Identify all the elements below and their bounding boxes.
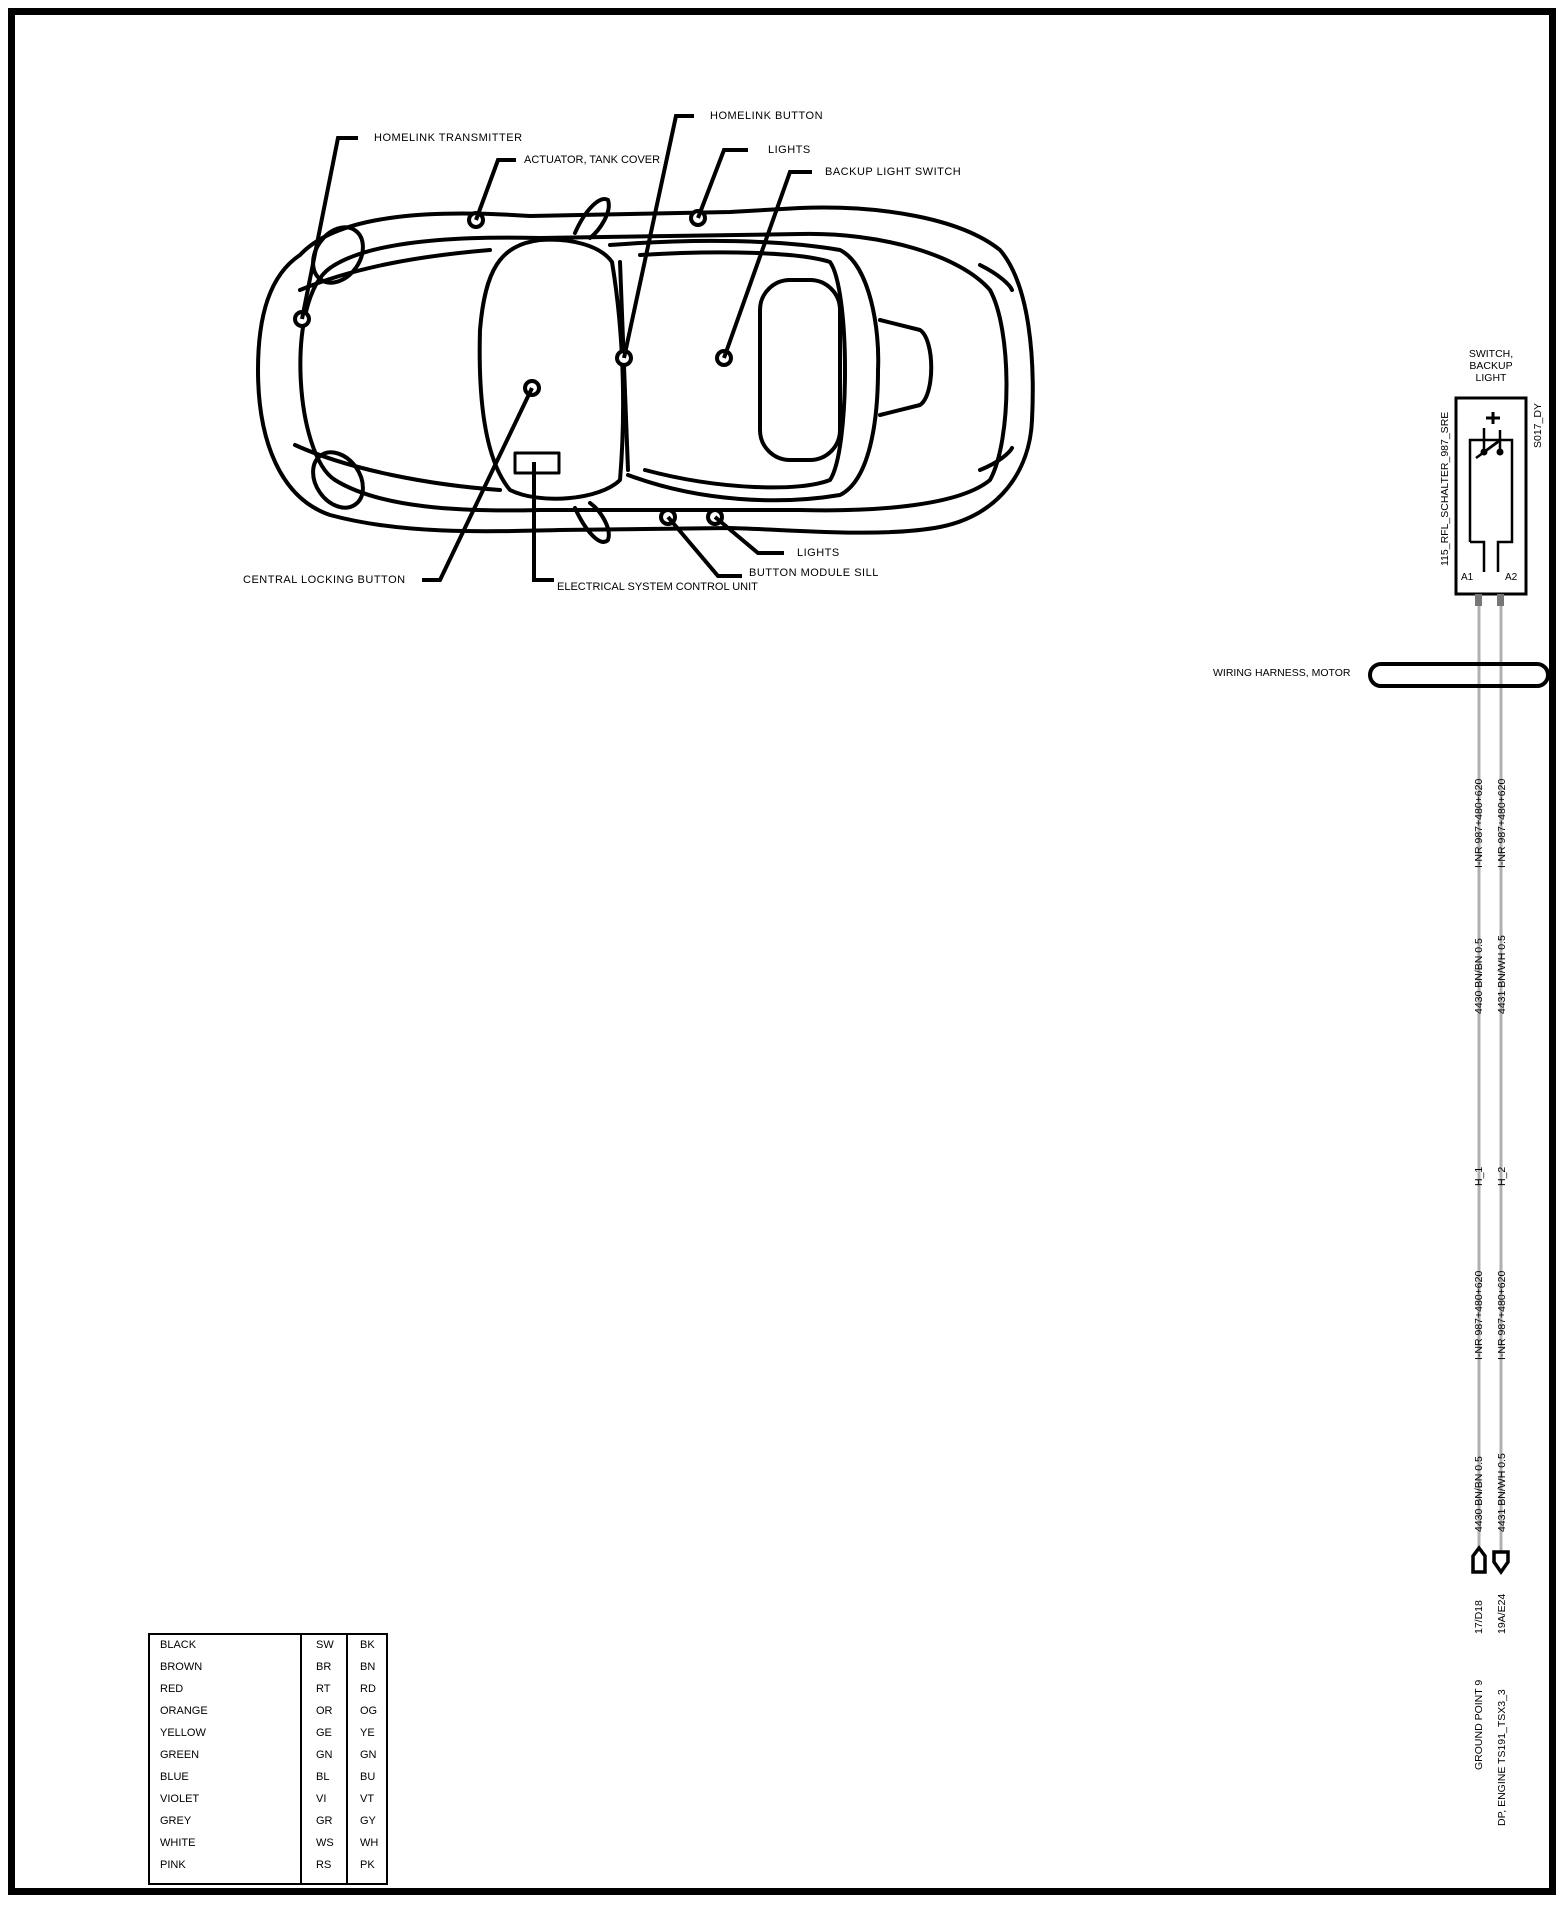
legend-german-code: GR: [316, 1815, 333, 1827]
legend-german-code: WS: [316, 1837, 334, 1849]
component-code: S017_DY: [1532, 403, 1544, 448]
wire-1-destination: GROUND POINT 9: [1473, 1679, 1485, 1770]
legend-row: [150, 1767, 386, 1789]
legend-german-code: BR: [316, 1661, 332, 1673]
wire-2-spec-lower: 4431 BN/WH 0.5: [1496, 1453, 1508, 1532]
harness-outline: [1370, 664, 1548, 686]
harness-label: WIRING HARNESS, MOTOR: [1213, 667, 1351, 679]
wire-1-reference: 17/D18: [1473, 1600, 1485, 1634]
legend-color-name: ORANGE: [160, 1705, 208, 1717]
wire-2-reference: 19A/E24: [1496, 1593, 1508, 1634]
legend-german-code: VI: [316, 1793, 327, 1805]
label-actuator-tank-cover: ACTUATOR, TANK COVER: [524, 154, 661, 166]
color-legend-table: [148, 1633, 388, 1885]
label-homelink-transmitter: HOMELINK TRANSMITTER: [374, 132, 523, 144]
legend-color-name: BLACK: [160, 1639, 197, 1651]
legend-english-code: YE: [360, 1727, 375, 1739]
legend-color-name: YELLOW: [160, 1727, 206, 1739]
wire-2-spec-upper: 4431 BN/WH 0.5: [1496, 935, 1508, 1014]
legend-german-code: RT: [316, 1683, 331, 1695]
label-lights-bottom: LIGHTS: [797, 547, 840, 559]
legend-row: [150, 1701, 386, 1723]
legend-german-code: OR: [316, 1705, 333, 1717]
legend-row: [150, 1723, 386, 1745]
wire-2-id-lower: I-NR 987+480+620: [1496, 1270, 1508, 1360]
legend-row: [150, 1789, 386, 1811]
legend-row: [150, 1635, 386, 1657]
legend-english-code: RD: [360, 1683, 376, 1695]
legend-color-name: BROWN: [160, 1661, 203, 1673]
legend-german-code: SW: [316, 1639, 334, 1651]
legend-german-code: BL: [316, 1771, 330, 1783]
label-homelink-button: HOMELINK BUTTON: [710, 110, 824, 122]
legend-color-name: GREEN: [160, 1749, 200, 1761]
legend-color-name: GREY: [160, 1815, 192, 1827]
legend-row: [150, 1745, 386, 1767]
legend-english-code: PK: [360, 1859, 375, 1871]
wire-2-destination: DP, ENGINE TS191_TSX3_3: [1496, 1689, 1508, 1826]
legend-color-name: WHITE: [160, 1837, 196, 1849]
legend-english-code: VT: [360, 1793, 375, 1805]
vertical-labels: [1439, 403, 1544, 1826]
legend-color-name: VIOLET: [160, 1793, 200, 1805]
legend-row: [150, 1811, 386, 1833]
component-title-line-1: SWITCH,: [1468, 348, 1514, 360]
label-button-module-sill: BUTTON MODULE SILL: [749, 567, 879, 579]
label-backup-light-switch: BACKUP LIGHT SWITCH: [825, 166, 962, 178]
legend-row: [150, 1833, 386, 1855]
legend-german-code: GE: [316, 1727, 332, 1739]
pin-a1-label: A1: [1461, 572, 1474, 583]
wire-1-connector: H_1: [1473, 1166, 1485, 1186]
legend-english-code: BU: [360, 1771, 376, 1783]
component-title: [1450, 348, 1532, 384]
legend-english-code: BN: [360, 1661, 376, 1673]
terminal-2-icon: [1494, 1552, 1508, 1572]
wires: [1479, 606, 1501, 1552]
terminal-symbols: [1473, 1548, 1508, 1572]
wire-1-spec-upper: 4430 BN/BN 0.5: [1473, 938, 1485, 1014]
legend-german-code: RS: [316, 1859, 332, 1871]
legend-row: [150, 1855, 386, 1877]
legend-english-code: GN: [360, 1749, 377, 1761]
legend-english-code: OG: [360, 1705, 378, 1717]
wire-1-spec-lower: 4430 BN/BN 0.5: [1473, 1456, 1485, 1532]
component-title-line-2: BACKUP: [1469, 360, 1513, 372]
legend-english-code: GY: [360, 1815, 376, 1827]
legend-english-code: BK: [360, 1639, 375, 1651]
legend-color-name: RED: [160, 1683, 184, 1695]
wire-2-id-upper: I-NR 987+480+620: [1496, 778, 1508, 868]
terminal-1-icon: [1473, 1548, 1485, 1572]
part-label: 115_RFL_SCHALTER_987_SRE: [1439, 411, 1451, 566]
wire-1-id-upper: I-NR 987+480+620: [1473, 778, 1485, 868]
label-central-locking-button: CENTRAL LOCKING BUTTON: [243, 574, 406, 586]
label-lights-top: LIGHTS: [768, 144, 811, 156]
wire-2-connector: H_2: [1496, 1166, 1508, 1186]
component-title-line-3: LIGHT: [1475, 372, 1507, 384]
legend-color-name: PINK: [160, 1859, 186, 1871]
legend-german-code: GN: [316, 1749, 333, 1761]
legend-row: [150, 1657, 386, 1679]
label-electrical-system-control-unit: ELECTRICAL SYSTEM CONTROL UNIT: [557, 581, 758, 593]
wire-1-id-lower: I-NR 987+480+620: [1473, 1270, 1485, 1360]
pin-a2-label: A2: [1505, 572, 1518, 583]
legend-english-code: WH: [360, 1837, 379, 1849]
legend-row: [150, 1679, 386, 1701]
legend-color-name: BLUE: [160, 1771, 189, 1783]
